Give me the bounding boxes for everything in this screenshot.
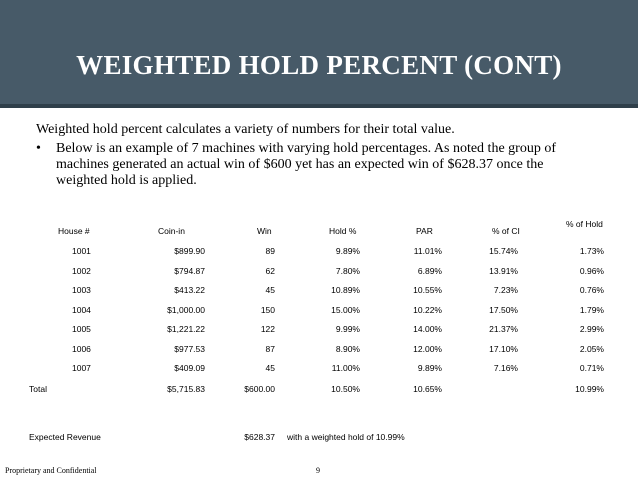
header-pct-ci: % of CI bbox=[492, 226, 520, 236]
total-par: 10.65% bbox=[413, 384, 442, 394]
coin-in-cell: $1,221.22 bbox=[167, 324, 205, 334]
page-number: 9 bbox=[316, 466, 320, 475]
pct-ci-cell: 21.37% bbox=[489, 324, 518, 334]
expected-note: with a weighted hold of 10.99% bbox=[287, 432, 405, 442]
pct-hold-cell: 0.96% bbox=[579, 265, 604, 276]
total-hold: 10.50% bbox=[331, 384, 360, 394]
coin-in-cell: $1,000.00 bbox=[167, 304, 205, 315]
house-cell: 1004 bbox=[72, 304, 91, 315]
win-cell: 150 bbox=[260, 304, 275, 315]
house-cell: 1007 bbox=[72, 363, 91, 373]
header-house: House # bbox=[58, 226, 90, 236]
bullet-marker: • bbox=[36, 141, 41, 156]
par-cell: 12.00% bbox=[413, 343, 442, 354]
house-cell: 1001 bbox=[72, 246, 91, 256]
hold-cell: 15.00% bbox=[331, 304, 360, 315]
hold-cell: 8.90% bbox=[335, 343, 360, 354]
pct-hold-cell: 0.76% bbox=[579, 285, 604, 295]
par-cell: 14.00% bbox=[413, 324, 442, 334]
win-cell: 122 bbox=[260, 324, 275, 334]
win-cell: 45 bbox=[265, 285, 275, 295]
pct-ci-cell: 13.91% bbox=[489, 265, 518, 276]
pct-ci-cell: 15.74% bbox=[489, 246, 518, 256]
pct-hold-cell: 0.71% bbox=[579, 363, 604, 373]
slide-title: WEIGHTED HOLD PERCENT (CONT) bbox=[76, 50, 562, 80]
coin-in-cell: $977.53 bbox=[174, 343, 205, 354]
total-hold-pct: 10.99% bbox=[575, 384, 604, 394]
expected-value: $628.37 bbox=[244, 432, 275, 442]
par-cell: 10.22% bbox=[413, 304, 442, 315]
pct-ci-cell: 7.16% bbox=[493, 363, 518, 373]
hold-cell: 11.00% bbox=[331, 363, 360, 373]
footer-text: Proprietary and Confidential bbox=[5, 466, 97, 475]
hold-cell: 9.89% bbox=[335, 246, 360, 256]
house-cell: 1003 bbox=[72, 285, 91, 295]
hold-cell: 9.99% bbox=[335, 324, 360, 334]
win-cell: 87 bbox=[265, 343, 275, 354]
pct-hold-cell: 1.73% bbox=[579, 246, 604, 256]
par-cell: 10.55% bbox=[413, 285, 442, 295]
coin-in-cell: $899.90 bbox=[174, 246, 205, 256]
total-win: $600.00 bbox=[244, 384, 275, 394]
total-coin-in: $5,715.83 bbox=[167, 384, 205, 394]
par-cell: 11.01% bbox=[413, 246, 442, 256]
header-win: Win bbox=[257, 226, 272, 236]
bullet-text: Below is an example of 7 machines with varying hold percentages. As noted the group of machines generated an actual win of $600 yet has an expected win of $628.37 once the weighted hold is applied. bbox=[56, 141, 556, 188]
total-label: Total bbox=[29, 384, 47, 394]
header-coin-in: Coin-in bbox=[158, 226, 185, 236]
intro-text: Weighted hold percent calculates a variety of numbers for their total value. bbox=[36, 122, 455, 137]
hold-cell: 7.80% bbox=[335, 265, 360, 276]
win-cell: 62 bbox=[265, 265, 275, 276]
hold-cell: 10.89% bbox=[331, 285, 360, 295]
par-cell: 6.89% bbox=[417, 265, 442, 276]
pct-hold-cell: 2.99% bbox=[579, 324, 604, 334]
coin-in-cell: $409.09 bbox=[174, 363, 205, 373]
house-cell: 1002 bbox=[72, 265, 91, 276]
pct-hold-cell: 2.05% bbox=[579, 343, 604, 354]
coin-in-cell: $413.22 bbox=[174, 285, 205, 295]
header-pct-hold: % of Hold bbox=[566, 219, 603, 229]
house-cell: 1006 bbox=[72, 343, 91, 354]
pct-ci-cell: 7.23% bbox=[493, 285, 518, 295]
par-cell: 9.89% bbox=[417, 363, 442, 373]
expected-label: Expected Revenue bbox=[29, 432, 101, 442]
pct-hold-cell: 1.79% bbox=[579, 304, 604, 315]
win-cell: 45 bbox=[265, 363, 275, 373]
coin-in-cell: $794.87 bbox=[174, 265, 205, 276]
win-cell: 89 bbox=[265, 246, 275, 256]
header-hold: Hold % bbox=[329, 226, 357, 236]
title-bar bbox=[0, 0, 638, 108]
house-cell: 1005 bbox=[72, 324, 91, 334]
pct-ci-cell: 17.50% bbox=[489, 304, 518, 315]
pct-ci-cell: 17.10% bbox=[489, 343, 518, 354]
header-par: PAR bbox=[416, 226, 433, 236]
